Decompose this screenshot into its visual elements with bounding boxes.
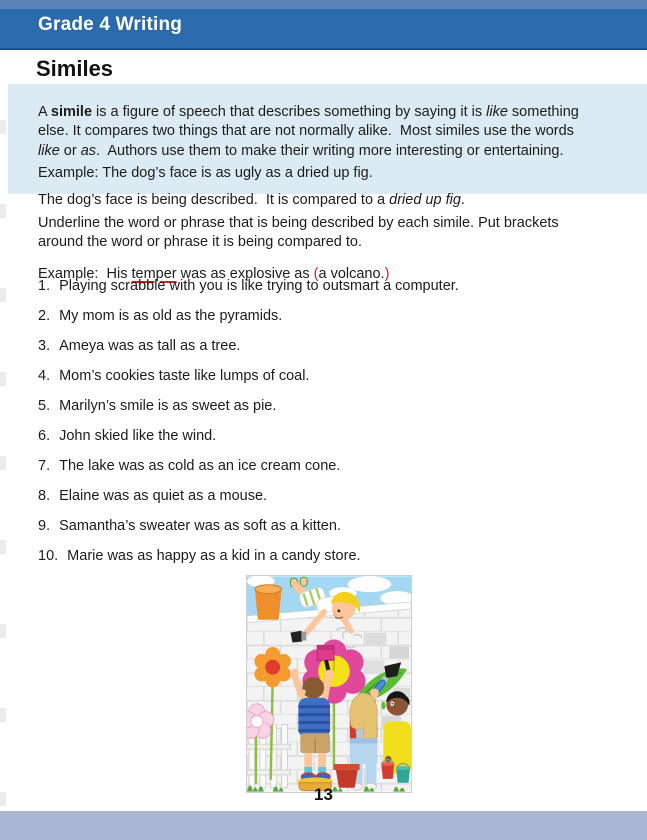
- page-edge-artifact: [0, 50, 6, 812]
- intro-italic-like2: like: [38, 142, 60, 159]
- list-item: 5. Marilyn’s smile is as sweet as pie.: [38, 398, 277, 414]
- open-bracket: (: [313, 265, 319, 282]
- directions-paragraph: Underline the word or phrase that is being described by each simile. Put brackets around the word or phrase it is being compared to.: [38, 214, 559, 250]
- intro-paragraph: A simile is a figure of speech that describes something by saying it is like something else. It compares two things that are not normally alike. Most similes use the words like or as. Authors use them to make their writing more interesting or entertaining.: [38, 103, 579, 159]
- footer-band: [0, 811, 647, 840]
- list-item: 6. John skied like the wind.: [38, 428, 217, 444]
- top-accent-stripe: [0, 0, 647, 9]
- intro-italic-as: as: [80, 142, 97, 159]
- intro-bold-simile: simile: [50, 103, 93, 120]
- list-item: 4. Mom’s cookies taste like lumps of coal.: [38, 368, 310, 384]
- mural-illustration: [246, 575, 412, 793]
- intro-text: A: [38, 103, 51, 120]
- page-number: 13: [314, 785, 333, 804]
- orange-bucket: [255, 585, 282, 620]
- list-item: 9. Samantha’s sweater was as soft as a kitten.: [38, 518, 341, 534]
- example-sentence-2: Example: His temper was as explosive as (a volcano.): [38, 265, 390, 282]
- close-bracket: ): [384, 265, 390, 282]
- intro-italic-like: like: [486, 103, 508, 120]
- simile-list: [38, 278, 459, 578]
- list-item: 10. Marie was as happy as a kid in a candy store.: [38, 548, 361, 564]
- page-title: Similes: [36, 56, 114, 81]
- underlined-temper: temper: [131, 265, 177, 282]
- header-title: Grade 4 Writing: [38, 14, 183, 35]
- list-item: 2. My mom is as old as the pyramids.: [38, 308, 283, 324]
- list-item: 1. Playing scrabble with you is like trying to outsmart a computer.: [38, 278, 459, 294]
- italic-dried-up-fig: dried up fig: [389, 191, 461, 208]
- explanation-line: The dog’s face is being described. It is compared to a dried up fig.: [38, 191, 465, 208]
- list-item: 3. Ameya was as tall as a tree.: [38, 338, 241, 354]
- list-item: 7. The lake was as cold as an ice cream cone.: [38, 458, 341, 474]
- list-item: 8. Elaine was as quiet as a mouse.: [38, 488, 268, 504]
- example-sentence-1: Example: The dog’s face is as ugly as a dried up fig.: [38, 164, 373, 181]
